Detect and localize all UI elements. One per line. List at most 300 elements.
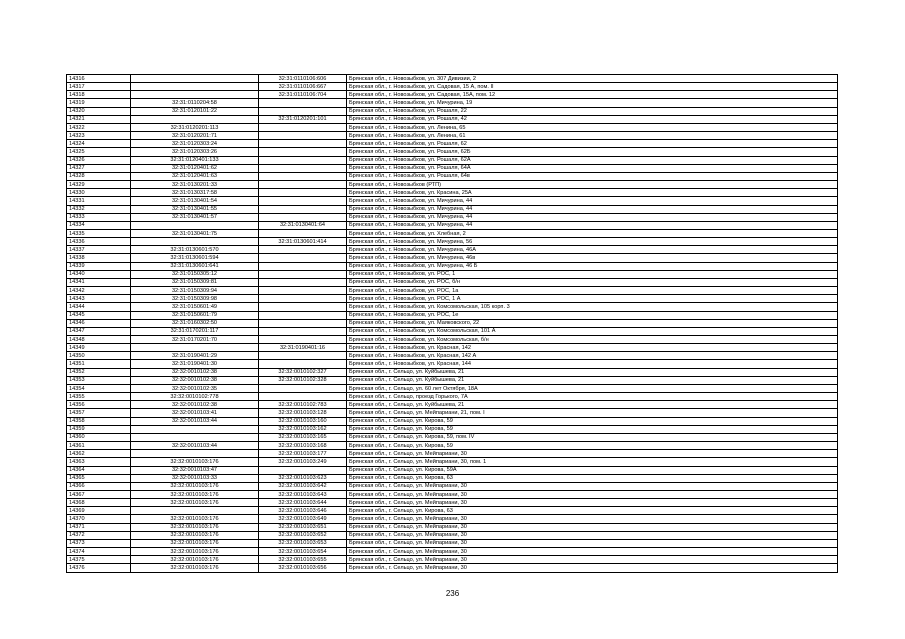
land-cadastral-number-cell: 32:32:0010103:33 <box>131 474 259 482</box>
land-cadastral-number-cell: 32:31:0120101:22 <box>131 107 259 115</box>
address-cell: Брянская обл., г. Сельцо, ул. Мейпариани, 30 <box>347 523 838 531</box>
table-row <box>67 376 838 384</box>
land-cadastral-number-cell: 32:32:0010103:47 <box>131 466 259 474</box>
table-row <box>67 262 838 270</box>
row-number-cell: 14319 <box>67 99 131 107</box>
land-cadastral-number-cell <box>131 221 259 229</box>
address-cell: Брянская обл., г. Сельцо, ул. Мейпариани, 30 <box>347 515 838 523</box>
land-cadastral-number-cell: 32:32:0010103:176 <box>131 531 259 539</box>
land-cadastral-number-cell: 32:31:0110204:58 <box>131 99 259 107</box>
page-number: 236 <box>445 589 460 598</box>
row-number-cell: 14320 <box>67 107 131 115</box>
land-cadastral-number-cell: 32:31:0150309:94 <box>131 287 259 295</box>
row-number-cell: 14362 <box>67 450 131 458</box>
row-number-cell: 14369 <box>67 507 131 515</box>
row-number-cell: 14347 <box>67 327 131 335</box>
table-row <box>67 172 838 180</box>
row-number-cell: 14323 <box>67 132 131 140</box>
table-row <box>67 450 838 458</box>
address-cell: Брянская обл., г. Сельцо, ул. Мейпариани, 30, пом. 1 <box>347 458 838 466</box>
address-cell: Брянская обл., г. Новозыбков, ул. Красная, 142 А <box>347 352 838 360</box>
object-cadastral-number-cell: 32:32:0010103:165 <box>259 433 347 441</box>
row-number-cell: 14342 <box>67 287 131 295</box>
land-cadastral-number-cell: 32:31:0190401:30 <box>131 360 259 368</box>
row-number-cell: 14356 <box>67 401 131 409</box>
row-number-cell: 14361 <box>67 442 131 450</box>
land-cadastral-number-cell: 32:31:0160302:50 <box>131 319 259 327</box>
address-cell: Брянская обл., г. Новозыбков, ул. Комсомольская, б/н <box>347 336 838 344</box>
land-cadastral-number-cell: 32:31:0170201:70 <box>131 336 259 344</box>
table-row <box>67 238 838 246</box>
address-cell: Брянская обл., г. Новозыбков, ул. Комсомольская, 101 А <box>347 327 838 335</box>
address-cell: Брянская обл., г. Сельцо, ул. Куйбышева, 21 <box>347 376 838 384</box>
table-row <box>67 499 838 507</box>
land-cadastral-number-cell <box>131 450 259 458</box>
land-cadastral-number-cell: 32:32:0010103:176 <box>131 556 259 564</box>
table-row <box>67 107 838 115</box>
land-cadastral-number-cell <box>131 91 259 99</box>
object-cadastral-number-cell <box>259 107 347 115</box>
row-number-cell: 14332 <box>67 205 131 213</box>
object-cadastral-number-cell <box>259 295 347 303</box>
object-cadastral-number-cell <box>259 336 347 344</box>
table-row <box>67 474 838 482</box>
object-cadastral-number-cell: 32:31:0120201:101 <box>259 115 347 123</box>
object-cadastral-number-cell <box>259 132 347 140</box>
land-cadastral-number-cell: 32:32:0010103:176 <box>131 539 259 547</box>
object-cadastral-number-cell: 32:32:0010102:783 <box>259 401 347 409</box>
object-cadastral-number-cell <box>259 123 347 131</box>
table-row <box>67 482 838 490</box>
row-number-cell: 14327 <box>67 164 131 172</box>
land-cadastral-number-cell <box>131 75 259 83</box>
row-number-cell: 14334 <box>67 221 131 229</box>
table-row <box>67 539 838 547</box>
row-number-cell: 14372 <box>67 531 131 539</box>
table-row <box>67 384 838 392</box>
row-number-cell: 14318 <box>67 91 131 99</box>
object-cadastral-number-cell <box>259 384 347 392</box>
object-cadastral-number-cell: 32:31:0130601:414 <box>259 238 347 246</box>
land-cadastral-number-cell: 32:32:0010102:38 <box>131 401 259 409</box>
object-cadastral-number-cell <box>259 303 347 311</box>
land-cadastral-number-cell <box>131 115 259 123</box>
land-cadastral-number-cell: 32:31:0120201:113 <box>131 123 259 131</box>
land-cadastral-number-cell: 32:32:0010103:41 <box>131 409 259 417</box>
address-cell: Брянская обл., г. Сельцо, ул. 60 лет Октября, 18А <box>347 384 838 392</box>
land-cadastral-number-cell: 32:31:0150601:79 <box>131 311 259 319</box>
table-row <box>67 523 838 531</box>
table-row <box>67 148 838 156</box>
land-cadastral-number-cell: 32:31:0130401:55 <box>131 205 259 213</box>
address-cell: Брянская обл., г. Сельцо, ул. Мейпариани, 30 <box>347 539 838 547</box>
row-number-cell: 14343 <box>67 295 131 303</box>
object-cadastral-number-cell: 32:32:0010103:623 <box>259 474 347 482</box>
address-cell: Брянская обл., г. Новозыбков, ул. РОС, 1 А <box>347 295 838 303</box>
table-row <box>67 189 838 197</box>
table-row <box>67 156 838 164</box>
table-row <box>67 91 838 99</box>
object-cadastral-number-cell: 32:32:0010102:327 <box>259 368 347 376</box>
land-cadastral-number-cell: 32:31:0130601:641 <box>131 262 259 270</box>
address-cell: Брянская обл., г. Сельцо, ул. Куйбышева, 21 <box>347 401 838 409</box>
land-cadastral-number-cell: 32:31:0130401:57 <box>131 213 259 221</box>
table-row <box>67 515 838 523</box>
address-cell: Брянская обл., г. Новозыбков, ул. Садовая, 15 А, пом. II <box>347 83 838 91</box>
row-number-cell: 14374 <box>67 548 131 556</box>
object-cadastral-number-cell <box>259 140 347 148</box>
row-number-cell: 14322 <box>67 123 131 131</box>
table-row <box>67 270 838 278</box>
address-cell: Брянская обл., г. Новозыбков, ул. Красина, 25А <box>347 189 838 197</box>
address-cell: Брянская обл., г. Новозыбков, ул. Рошаля, 62 <box>347 140 838 148</box>
object-cadastral-number-cell: 32:32:0010103:162 <box>259 425 347 433</box>
table-row <box>67 83 838 91</box>
row-number-cell: 14358 <box>67 417 131 425</box>
object-cadastral-number-cell <box>259 99 347 107</box>
address-cell: Брянская обл., г. Новозыбков, ул. РОС, 1е <box>347 311 838 319</box>
row-number-cell: 14345 <box>67 311 131 319</box>
address-cell: Брянская обл., г. Сельцо, ул. Кирова, 63 <box>347 507 838 515</box>
row-number-cell: 14373 <box>67 539 131 547</box>
table-row <box>67 433 838 441</box>
object-cadastral-number-cell <box>259 229 347 237</box>
address-cell: Брянская обл., г. Новозыбков, ул. Мичурина, 44 <box>347 205 838 213</box>
table-row <box>67 99 838 107</box>
address-cell: Брянская обл., г. Новозыбков, ул. Рошаля, 62А <box>347 156 838 164</box>
object-cadastral-number-cell <box>259 393 347 401</box>
address-cell: Брянская обл., г. Сельцо, ул. Кирова, 63 <box>347 474 838 482</box>
object-cadastral-number-cell <box>259 205 347 213</box>
land-cadastral-number-cell: 32:31:0150309:98 <box>131 295 259 303</box>
table-row <box>67 401 838 409</box>
table-row <box>67 205 838 213</box>
address-cell: Брянская обл., г. Сельцо, ул. Мейпариани, 30 <box>347 482 838 490</box>
address-cell: Брянская обл., г. Новозыбков, ул. Рошаля, 22 <box>347 107 838 115</box>
object-cadastral-number-cell: 32:32:0010103:177 <box>259 450 347 458</box>
object-cadastral-number-cell <box>259 360 347 368</box>
row-number-cell: 14360 <box>67 433 131 441</box>
address-cell: Брянская обл., г. Сельцо, ул. Мейпариани, 21, пом. I <box>347 409 838 417</box>
address-cell: Брянская обл., г. Новозыбков, ул. Маяковского, 22 <box>347 319 838 327</box>
address-cell: Брянская обл., г. Сельцо, ул. Мейпариани, 30 <box>347 490 838 498</box>
object-cadastral-number-cell: 32:32:0010103:249 <box>259 458 347 466</box>
address-cell: Брянская обл., г. Сельцо, ул. Мейпариани, 30 <box>347 450 838 458</box>
address-cell: Брянская обл., г. Новозыбков, ул. Мичурина, 44 <box>347 213 838 221</box>
object-cadastral-number-cell: 32:32:0010103:656 <box>259 564 347 572</box>
object-cadastral-number-cell <box>259 164 347 172</box>
address-cell: Брянская обл., г. Новозыбков, ул. Хлебная, 2 <box>347 229 838 237</box>
object-cadastral-number-cell <box>259 270 347 278</box>
land-cadastral-number-cell <box>131 238 259 246</box>
table-row <box>67 417 838 425</box>
table-row <box>67 564 838 572</box>
object-cadastral-number-cell: 32:32:0010103:646 <box>259 507 347 515</box>
row-number-cell: 14346 <box>67 319 131 327</box>
land-cadastral-number-cell <box>131 433 259 441</box>
land-cadastral-number-cell: 32:31:0120201:71 <box>131 132 259 140</box>
table-row <box>67 327 838 335</box>
land-cadastral-number-cell: 32:32:0010102:38 <box>131 368 259 376</box>
object-cadastral-number-cell: 32:31:0110106:606 <box>259 75 347 83</box>
table-row <box>67 140 838 148</box>
row-number-cell: 14367 <box>67 490 131 498</box>
address-cell: Брянская обл., г. Сельцо, ул. Мейпариани, 30 <box>347 556 838 564</box>
table-row <box>67 393 838 401</box>
object-cadastral-number-cell <box>259 352 347 360</box>
table-row <box>67 303 838 311</box>
table-row <box>67 311 838 319</box>
table-row <box>67 213 838 221</box>
row-number-cell: 14326 <box>67 156 131 164</box>
row-number-cell: 14371 <box>67 523 131 531</box>
address-cell: Брянская обл., г. Новозыбков, ул. Мичурина, 44 <box>347 197 838 205</box>
object-cadastral-number-cell <box>259 189 347 197</box>
object-cadastral-number-cell <box>259 213 347 221</box>
table-row <box>67 181 838 189</box>
land-cadastral-number-cell: 32:31:0120401:62 <box>131 164 259 172</box>
land-cadastral-number-cell: 32:32:0010103:176 <box>131 458 259 466</box>
table-row <box>67 344 838 352</box>
table-row <box>67 368 838 376</box>
row-number-cell: 14359 <box>67 425 131 433</box>
land-cadastral-number-cell: 32:31:0150305:12 <box>131 270 259 278</box>
object-cadastral-number-cell <box>259 327 347 335</box>
row-number-cell: 14366 <box>67 482 131 490</box>
land-cadastral-number-cell: 32:31:0150601:49 <box>131 303 259 311</box>
object-cadastral-number-cell: 32:31:0110106:704 <box>259 91 347 99</box>
land-cadastral-number-cell: 32:31:0120401:133 <box>131 156 259 164</box>
row-number-cell: 14337 <box>67 246 131 254</box>
row-number-cell: 14370 <box>67 515 131 523</box>
land-cadastral-number-cell: 32:32:0010103:176 <box>131 523 259 531</box>
land-cadastral-number-cell <box>131 425 259 433</box>
address-cell: Брянская обл., г. Новозыбков, ул. Мичурина, 44 <box>347 221 838 229</box>
table-row <box>67 466 838 474</box>
object-cadastral-number-cell: 32:32:0010103:168 <box>259 442 347 450</box>
row-number-cell: 14325 <box>67 148 131 156</box>
land-cadastral-number-cell: 32:31:0170201:117 <box>131 327 259 335</box>
table-row <box>67 319 838 327</box>
object-cadastral-number-cell <box>259 181 347 189</box>
land-cadastral-number-cell: 32:32:0010103:176 <box>131 482 259 490</box>
land-cadastral-number-cell: 32:31:0120303:26 <box>131 148 259 156</box>
row-number-cell: 14357 <box>67 409 131 417</box>
row-number-cell: 14338 <box>67 254 131 262</box>
table-row <box>67 336 838 344</box>
row-number-cell: 14331 <box>67 197 131 205</box>
table-row <box>67 278 838 286</box>
object-cadastral-number-cell: 32:32:0010103:128 <box>259 409 347 417</box>
row-number-cell: 14340 <box>67 270 131 278</box>
land-cadastral-number-cell: 32:32:0010102:778 <box>131 393 259 401</box>
row-number-cell: 14339 <box>67 262 131 270</box>
table-row <box>67 352 838 360</box>
land-cadastral-number-cell: 32:32:0010103:44 <box>131 417 259 425</box>
row-number-cell: 14341 <box>67 278 131 286</box>
address-cell: Брянская обл., г. Новозыбков, ул. Мичурина, 46 Б <box>347 262 838 270</box>
row-number-cell: 14333 <box>67 213 131 221</box>
land-cadastral-number-cell <box>131 344 259 352</box>
address-cell: Брянская обл., г. Новозыбков, ул. Садовая, 15А, пом. 12 <box>347 91 838 99</box>
table-row <box>67 132 838 140</box>
address-cell: Брянская обл., г. Новозыбков, ул. Мичурина, 56 <box>347 238 838 246</box>
address-cell: Брянская обл., г. Сельцо, ул. Мейпариани, 30 <box>347 548 838 556</box>
object-cadastral-number-cell: 32:32:0010103:652 <box>259 531 347 539</box>
object-cadastral-number-cell: 32:32:0010103:649 <box>259 515 347 523</box>
registry-table <box>66 74 838 573</box>
table-row <box>67 229 838 237</box>
address-cell: Брянская обл., г. Сельцо, ул. Кирова, 59 <box>347 442 838 450</box>
address-cell: Брянская обл., г. Новозыбков, ул. Мичурина, 46А <box>347 246 838 254</box>
land-cadastral-number-cell: 32:31:0130601:594 <box>131 254 259 262</box>
table-row <box>67 246 838 254</box>
address-cell: Брянская обл., г. Сельцо, проезд Горького, 7А <box>347 393 838 401</box>
registry-table-body <box>67 75 838 573</box>
row-number-cell: 14376 <box>67 564 131 572</box>
row-number-cell: 14321 <box>67 115 131 123</box>
land-cadastral-number-cell: 32:31:0190401:29 <box>131 352 259 360</box>
address-cell: Брянская обл., г. Сельцо, ул. Кирова, 59 <box>347 417 838 425</box>
object-cadastral-number-cell <box>259 287 347 295</box>
object-cadastral-number-cell <box>259 311 347 319</box>
row-number-cell: 14363 <box>67 458 131 466</box>
row-number-cell: 14351 <box>67 360 131 368</box>
table-row <box>67 507 838 515</box>
object-cadastral-number-cell <box>259 246 347 254</box>
address-cell: Брянская обл., г. Сельцо, ул. Куйбышева, 21 <box>347 368 838 376</box>
table-row <box>67 360 838 368</box>
land-cadastral-number-cell: 32:31:0130601:570 <box>131 246 259 254</box>
object-cadastral-number-cell: 32:32:0010103:643 <box>259 490 347 498</box>
address-cell: Брянская обл., г. Новозыбков, ул. Мичурина, 46в <box>347 254 838 262</box>
object-cadastral-number-cell <box>259 466 347 474</box>
address-cell: Брянская обл., г. Новозыбков (РТП) <box>347 181 838 189</box>
table-row <box>67 548 838 556</box>
object-cadastral-number-cell: 32:31:0110106:667 <box>259 83 347 91</box>
address-cell: Брянская обл., г. Новозыбков, ул. Рошаля, 64А <box>347 164 838 172</box>
address-cell: Брянская обл., г. Новозыбков, ул. Рошаля, 64в <box>347 172 838 180</box>
land-cadastral-number-cell: 32:31:0150309:81 <box>131 278 259 286</box>
row-number-cell: 14344 <box>67 303 131 311</box>
object-cadastral-number-cell: 32:32:0010102:328 <box>259 376 347 384</box>
row-number-cell: 14368 <box>67 499 131 507</box>
land-cadastral-number-cell: 32:32:0010102:35 <box>131 384 259 392</box>
table-row <box>67 490 838 498</box>
object-cadastral-number-cell: 32:32:0010103:651 <box>259 523 347 531</box>
row-number-cell: 14353 <box>67 376 131 384</box>
table-row <box>67 458 838 466</box>
table-row <box>67 164 838 172</box>
land-cadastral-number-cell: 32:31:0130317:58 <box>131 189 259 197</box>
address-cell: Брянская обл., г. Сельцо, ул. Кирова, 59 <box>347 425 838 433</box>
land-cadastral-number-cell: 32:31:0130201:33 <box>131 181 259 189</box>
row-number-cell: 14317 <box>67 83 131 91</box>
land-cadastral-number-cell: 32:32:0010103:176 <box>131 515 259 523</box>
table-row <box>67 295 838 303</box>
land-cadastral-number-cell <box>131 83 259 91</box>
row-number-cell: 14330 <box>67 189 131 197</box>
land-cadastral-number-cell: 32:31:0120401:63 <box>131 172 259 180</box>
object-cadastral-number-cell <box>259 156 347 164</box>
land-cadastral-number-cell: 32:32:0010103:176 <box>131 548 259 556</box>
object-cadastral-number-cell: 32:32:0010103:654 <box>259 548 347 556</box>
row-number-cell: 14365 <box>67 474 131 482</box>
row-number-cell: 14329 <box>67 181 131 189</box>
address-cell: Брянская обл., г. Новозыбков, ул. Комсомольская, 105 корп. 3 <box>347 303 838 311</box>
address-cell: Брянская обл., г. Сельцо, ул. Кирова, 59, пом. IV <box>347 433 838 441</box>
land-cadastral-number-cell: 32:31:0130401:54 <box>131 197 259 205</box>
object-cadastral-number-cell <box>259 197 347 205</box>
object-cadastral-number-cell <box>259 172 347 180</box>
address-cell: Брянская обл., г. Новозыбков, ул. Красная, 144 <box>347 360 838 368</box>
table-row <box>67 115 838 123</box>
table-row <box>67 442 838 450</box>
row-number-cell: 14350 <box>67 352 131 360</box>
object-cadastral-number-cell <box>259 262 347 270</box>
row-number-cell: 14324 <box>67 140 131 148</box>
address-cell: Брянская обл., г. Сельцо, ул. Мейпариани, 30 <box>347 564 838 572</box>
address-cell: Брянская обл., г. Новозыбков, ул. Красная, 142 <box>347 344 838 352</box>
table-row <box>67 221 838 229</box>
object-cadastral-number-cell: 32:32:0010103:655 <box>259 556 347 564</box>
row-number-cell: 14355 <box>67 393 131 401</box>
address-cell: Брянская обл., г. Новозыбков, ул. РОС, 1 <box>347 270 838 278</box>
row-number-cell: 14336 <box>67 238 131 246</box>
address-cell: Брянская обл., г. Новозыбков, ул. Ленина, 61 <box>347 132 838 140</box>
object-cadastral-number-cell: 32:32:0010103:644 <box>259 499 347 507</box>
address-cell: Брянская обл., г. Новозыбков, ул. РОС, б/н <box>347 278 838 286</box>
address-cell: Брянская обл., г. Сельцо, ул. Мейпариани, 30 <box>347 531 838 539</box>
address-cell: Брянская обл., г. Новозыбков, ул. 307 Дивизии, 2 <box>347 75 838 83</box>
row-number-cell: 14328 <box>67 172 131 180</box>
table-row <box>67 254 838 262</box>
object-cadastral-number-cell: 32:31:0190401:16 <box>259 344 347 352</box>
land-cadastral-number-cell: 32:31:0130401:75 <box>131 229 259 237</box>
object-cadastral-number-cell: 32:31:0130401:64 <box>259 221 347 229</box>
address-cell: Брянская обл., г. Новозыбков, ул. Мичурина, 19 <box>347 99 838 107</box>
table-row <box>67 425 838 433</box>
land-cadastral-number-cell: 32:32:0010103:176 <box>131 499 259 507</box>
land-cadastral-number-cell <box>131 507 259 515</box>
address-cell: Брянская обл., г. Сельцо, ул. Мейпариани, 30 <box>347 499 838 507</box>
row-number-cell: 14335 <box>67 229 131 237</box>
land-cadastral-number-cell: 32:32:0010103:176 <box>131 490 259 498</box>
table-row <box>67 409 838 417</box>
address-cell: Брянская обл., г. Новозыбков, ул. Рошаля, 62Б <box>347 148 838 156</box>
table-row <box>67 531 838 539</box>
table-row <box>67 197 838 205</box>
object-cadastral-number-cell: 32:32:0010103:642 <box>259 482 347 490</box>
object-cadastral-number-cell: 32:32:0010103:160 <box>259 417 347 425</box>
table-row <box>67 287 838 295</box>
land-cadastral-number-cell: 32:32:0010103:176 <box>131 564 259 572</box>
row-number-cell: 14352 <box>67 368 131 376</box>
row-number-cell: 14375 <box>67 556 131 564</box>
table-row <box>67 123 838 131</box>
object-cadastral-number-cell <box>259 254 347 262</box>
row-number-cell: 14354 <box>67 384 131 392</box>
object-cadastral-number-cell: 32:32:0010103:653 <box>259 539 347 547</box>
land-cadastral-number-cell: 32:31:0120303:24 <box>131 140 259 148</box>
row-number-cell: 14316 <box>67 75 131 83</box>
table-row <box>67 556 838 564</box>
address-cell: Брянская обл., г. Сельцо, ул. Кирова, 59А <box>347 466 838 474</box>
row-number-cell: 14364 <box>67 466 131 474</box>
land-cadastral-number-cell: 32:32:0010103:44 <box>131 442 259 450</box>
row-number-cell: 14349 <box>67 344 131 352</box>
object-cadastral-number-cell <box>259 319 347 327</box>
